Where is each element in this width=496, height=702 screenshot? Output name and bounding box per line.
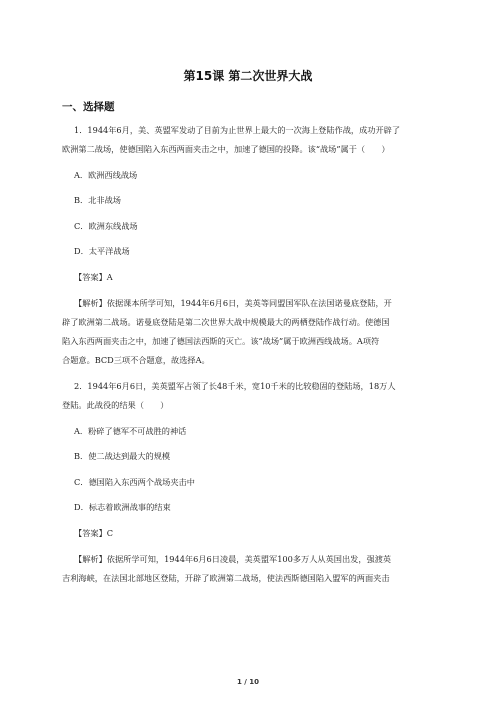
q1-explanation-line-2: 辟了欧洲第二战场。诺曼底登陆是第二次世界大战中规模最大的两栖登陆作战行动。使德国 [62,317,390,327]
page-number: 1 / 10 [236,678,260,686]
q1-option-c: C．欧洲东线战场 [74,221,138,231]
q1-answer: 【答案】A [74,272,113,282]
q1-stem-line-2: 欧洲第二战场，使德国陷入东西两面夹击之中，加速了德国的投降。该“战场”属于（ ） [62,144,390,154]
q1-explanation-line-4: 合题意。BCD三项不合题意，故选择A。 [62,355,210,365]
q2-option-b: B．使二战达到最大的规模 [74,451,171,461]
q2-option-c: C．德国陷入东西两个战场夹击中 [74,477,195,487]
q1-option-a: A．欧洲西线战场 [74,170,138,180]
q2-option-a: A．粉碎了德军不可战胜的神话 [74,426,187,436]
q1-option-d: D．太平洋战场 [74,246,130,256]
q1-stem-line-1: 1．1944年6月，美、英盟军发动了目前为止世界上最大的一次海上登陆作战，成功开辟了 [74,125,401,135]
q2-explanation-line-2: 吉利海峡，在法国北部地区登陆，开辟了欧洲第二战场，使法西斯德国陷入盟军的两面夹击 [62,573,390,583]
q1-explanation-line-3: 陷入东西两面夹击之中，加速了德国法西斯的灭亡。该“战场”属于欧洲西线战场。A项符 [62,336,380,346]
q2-option-d: D．标志着欧洲战事的结束 [74,502,171,512]
q1-option-b: B．北非战场 [74,195,121,205]
q2-stem-line-1: 2．1944年6月6日，美英盟军占领了长48千米，宽10千米的比较稳固的登陆场，18万人 [74,381,396,391]
page-title: 第15课 第二次世界大战 [183,69,313,83]
section-heading: 一、选择题 [62,101,115,113]
q2-explanation-line-1: 【解析】依据所学可知，1944年6月6日凌晨，美英盟军100多万人从英国出发，强渡英 [74,554,392,564]
q1-explanation-line-1: 【解析】依据课本所学可知，1944年6月6日，美英等同盟国军队在法国诺曼底登陆，开 [74,298,392,308]
q2-stem-line-2: 登陆。此战役的结果（ ） [62,400,169,410]
q2-answer: 【答案】C [74,528,114,538]
